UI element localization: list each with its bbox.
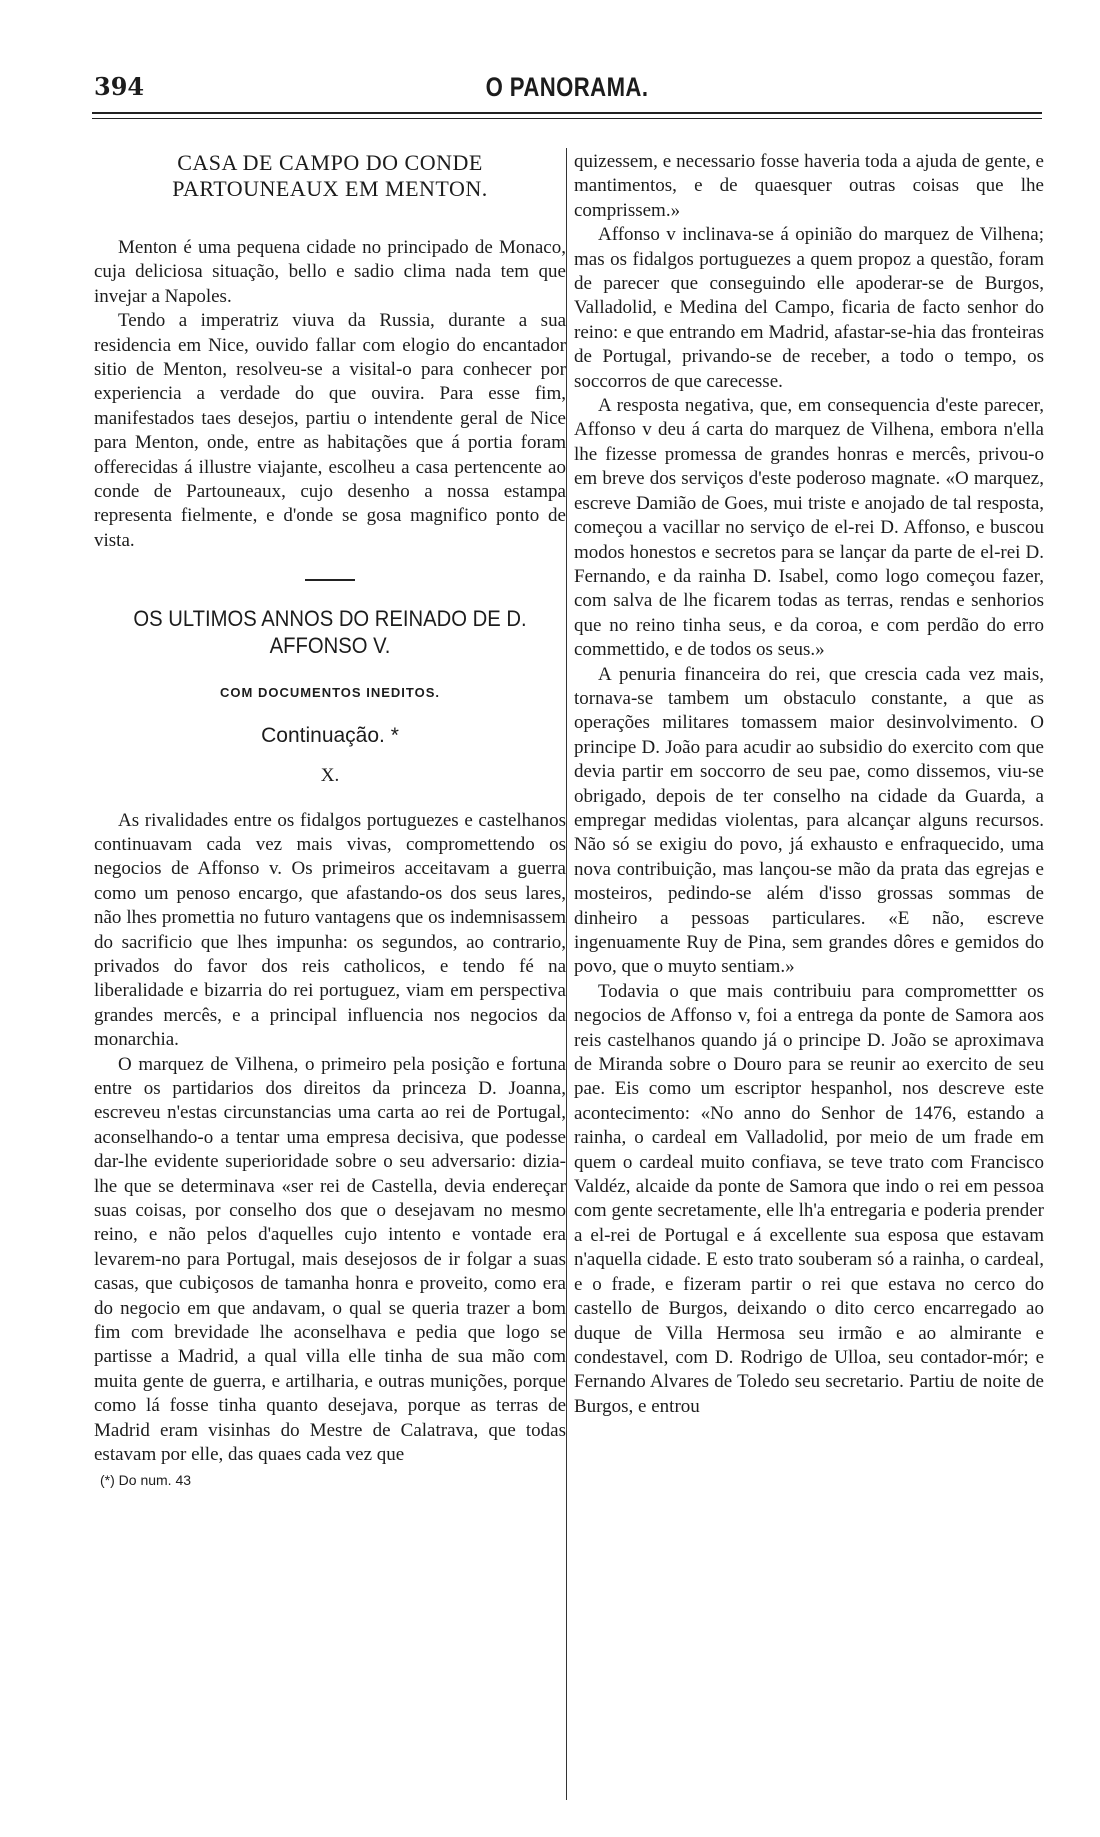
article-paragraph: A resposta negativa, que, em consequencia d'este parecer, Affonso v deu á carta do marquez de Vilhena, embora n'ella lhe fizesse promessa de grandes honras e mercês, privou-o em breve dos serviços d'este poderoso magnate. «O marquez, escreve Damião de Goes, mui triste e anojado de tal resposta, começou a vacillar no serviço de el-rei D. Affonso, e buscou modos honestos e secretos para se lançar da parte de el-rei D. Fernando, e da rainha D. Isabel, como logo começou fazer, com salva de lhe ficarem todas as terras, rendas e senhorios que no reino tinha seus, e da coroa, e com perdão do erro commettido, e de todos os seus.» <box>574 395 1044 661</box>
casa-article-title: CASA DE CAMPO DO CONDE PARTOUNEAUX EM MENTON. <box>172 150 488 201</box>
column-divider <box>566 148 567 1800</box>
journal-title: O PANORAMA. <box>485 72 649 102</box>
left-column <box>94 150 566 1800</box>
right-column <box>574 150 1044 1800</box>
article-paragraph: As rivalidades entre os fidalgos portuguezes e castelhanos continuavam cada vez mais vivas, compromettendo os negocios de Affonso v. Os primeiros acceitavam a guerra como um penoso encargo, que afastando-os dos seus lares, não lhes promettia no futuro vantagens que os indemnisassem do sacrificio que lhes impunha: os segundos, ao contrario, privados do favor dos reis catholicos, e tendo fé na liberalidade e bizarria do rei portuguez, viam em perspectiva grandes mercês, e a principal influencia nos negocios da monarchia. <box>94 809 566 1051</box>
article-paragraph: O marquez de Vilhena, o primeiro pela posição e fortuna entre os partidarios dos direitos da princeza D. Joanna, escreveu n'estas circunstancias uma carta ao rei de Portugal, aconselhando-o a tentar uma empresa decisiva, que podesse dar-lhe evidente superioridade sobre o seu adversario: dizia-lhe que se determinava «ser rei de Castella, devia endereçar suas coisas, por conselho dos que o desejavam no mesmo reino, e não pelos d'aquelles cujo intento e vontade era levarem-no para Portugal, mais desejosos de ir folgar a suas casas, que cubiçosos de tamanha honra e proveito, como era do negocio em que andavam, o qual se queria trazer a bom fim com brevidade lhe aconselhava e pedia que logo se partisse a Madrid, a qual villa elle tinha de sua mão com muita gente de guerra, e artilharia, e outras munições, porque como lá fosse tinha quanto desejava, porque as terras de Madrid eram visinhas do Mestre de Calatrava, que todas estavam por elle, das quaes cada vez que <box>94 1053 566 1466</box>
article-paragraph: A penuria financeira do rei, que crescia cada vez mais, tornava-se tambem um obstaculo constante, a que as operações militares tomassem maior desinvolvimento. O principe D. João para acudir ao subsidio do exercito com que devia partir em soccorro de seu pae, como dissemos, viu-se obrigado, depois de ter conselho na cidade da Guarda, a empregar medidas violentas, para alcançar alguns recursos. Não só se exigiu do povo, já exhausto e enfraquecido, uma nova contribuição, mas lançou-se mão da prata das egrejas e mosteiros, pedindo-se além d'isso grossas sommas de dinheiro a pessoas particulares. «E não, escreve ingenuamente Ruy de Pina, sem grandes dôres e gemidos do povo, que o muyto sentiam.» <box>574 663 1044 978</box>
section-number: X. <box>320 765 340 787</box>
page-number: 394 <box>94 72 145 101</box>
article-paragraph: Todavia o que mais contribuiu para compromettter os negocios de Affonso v, foi a entrega da ponte de Samora aos reis castelhanos quando já o principe D. João se aproximava de Miranda sobre o Douro para se reunir ao exercito de seu pae. Eis como um escriptor hespanhol, nos descreve este acontecimento: «No anno do Senhor de 1476, estando a rainha, o cardeal em Valladolid, por meio de um frade em quem o cardeal muito confiava, se teve trato com Francisco Valdéz, alcaide da ponte de Samora que indo o rei em pessoa com gente secretamente, elle lh'a entregaria e poderia prender a el-rei de Portugal e á excellente sua esposa que estavam n'aquella cidade. E esto trato souberam só a rainha, o cardeal, e o frade, e fizeram partir o rei que estava no cerco do castello de Burgos, deixando o dito cerco encarregado ao duque de Villa Hermosa seu irmão e ao almirante e condestavel, com D. Rodrigo de Ulloa, seu contador-mór; e Fernando Alvares de Toledo seu secretario. Partiu de noite de Burgos, e entrou <box>574 980 1044 1417</box>
casa-paragraph: Tendo a imperatriz viuva da Russia, durante a sua residencia em Nice, ouvido fallar com elogio do encantador sitio de Menton, resolveu-se a visital-o para conhecer por experiencia a verdade do que ouvira. Para esse fim, manifestados taes desejos, partiu o intendente geral de Nice para Menton, onde, entre as habitações que á portia foram offerecidas á illustre viajante, escolheu a casa pertencente ao conde de Partouneaux, cujo desenho a nossa estampa representa fielmente, e d'onde se gosa magnifico ponto de vista. <box>94 310 566 551</box>
article-paragraph: Affonso v inclinava-se á opinião do marquez de Vilhena; mas os fidalgos portuguezes a quem propoz a questão, foram de parecer que conseguindo elle apoderar-se de Burgos, Valladolid, e Medina del Campo, ficaria de facto senhor do reino: e que entrando em Madrid, afastar-se-hia das fronteiras de Portugal, privando-se de receber, a todo o tempo, os soccorros de que carecesse. <box>574 224 1044 392</box>
footnote: (*) Do num. 43 <box>100 1472 192 1489</box>
section-separator <box>305 579 355 581</box>
continuation-label: Continuação. * <box>261 723 399 747</box>
header-rule <box>92 112 1042 119</box>
casa-paragraph: Menton é uma pequena cidade no principado de Monaco, cuja deliciosa situação, bello e sadio clima nada tem que invejar a Napoles. <box>94 237 566 307</box>
page-header <box>94 72 1040 106</box>
article-subtitle: COM DOCUMENTOS INEDITOS. <box>220 685 440 701</box>
article-paragraph: quizessem, e necessario fosse haveria toda a ajuda de gente, e mantimentos, e de quaesquer outras coisas que lhe comprissem.» <box>574 151 1044 221</box>
article-title: OS ULTIMOS ANNOS DO REINADO DE D. AFFONSO V. <box>133 606 527 659</box>
